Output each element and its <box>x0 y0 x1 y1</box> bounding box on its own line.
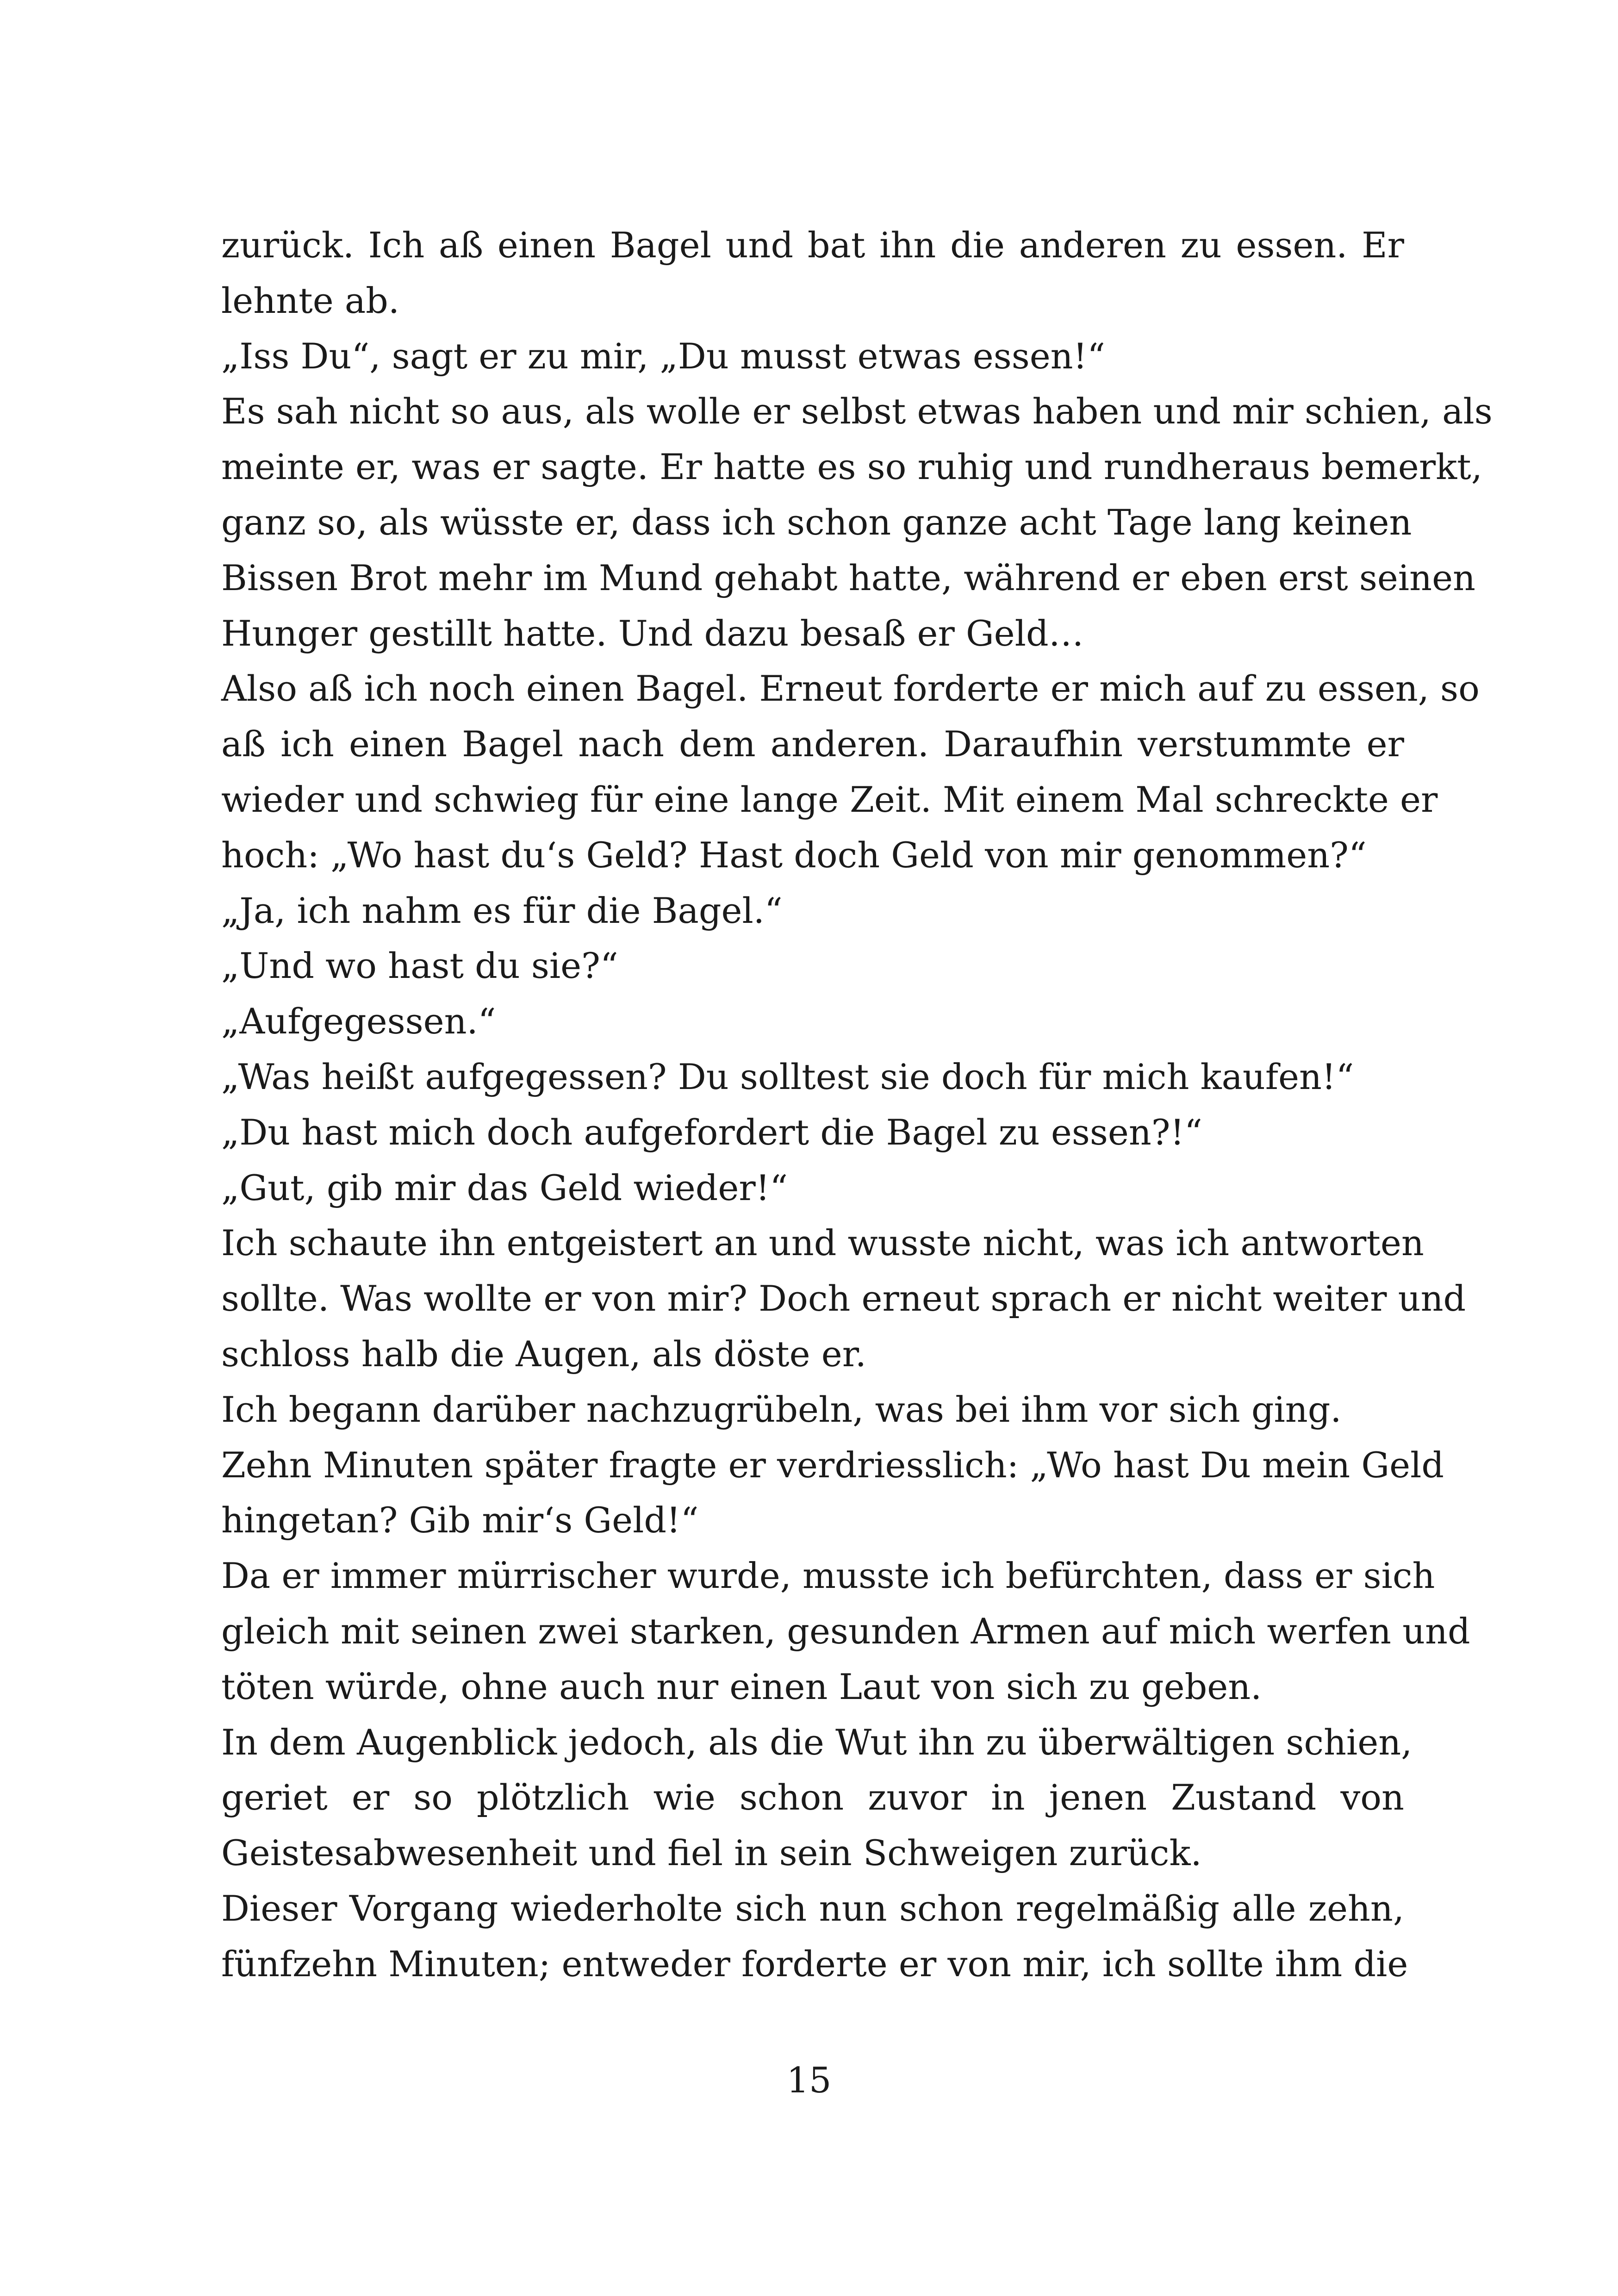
text-line: sollte. Was wollte er von mir? Doch erneut sprach er nicht weiter und <box>221 1278 1466 1319</box>
text-line: „Und wo hast du sie?“ <box>221 945 618 987</box>
text-line: „Was heißt aufgegessen? Du solltest sie doch für mich kaufen!“ <box>221 1056 1354 1097</box>
text-line: fünfzehn Minuten; entweder forderte er von mir, ich sollte ihm die <box>221 1943 1408 1985</box>
text-line: „Iss Du“, sagt er zu mir, „Du musst etwas essen!“ <box>221 335 1106 377</box>
text-line: „Gut, gib mir das Geld wieder!“ <box>221 1167 788 1208</box>
text-line: schloss halb die Augen, als döste er. <box>221 1333 866 1375</box>
page-number: 15 <box>786 2060 832 2101</box>
text-line: wieder und schwieg für eine lange Zeit. Mit einem Mal schreckte er <box>221 778 1438 820</box>
text-line: Zehn Minuten später fragte er verdriesslich: „Wo hast Du mein Geld <box>221 1444 1444 1486</box>
text-line: Da er immer mürrischer wurde, musste ich befürchten, dass er sich <box>221 1555 1435 1597</box>
text-line: geriet er so plötzlich wie schon zuvor in jenen Zustand von <box>221 1777 1404 1818</box>
text-line: Hunger gestillt hatte. Und dazu besaß er Geld… <box>221 612 1084 654</box>
text-line: meinte er, was er sagte. Er hatte es so ruhig und rundheraus bemerkt, <box>221 446 1482 488</box>
text-line: zurück. Ich aß einen Bagel und bat ihn die anderen zu essen. Er <box>221 224 1404 266</box>
text-line: lehnte ab. <box>221 280 399 321</box>
body-text <box>221 218 1493 1992</box>
text-line: Ich schaute ihn entgeistert an und wusste nicht, was ich antworten <box>221 1222 1424 1264</box>
text-line: Geistesabwesenheit und fiel in sein Schweigen zurück. <box>221 1832 1202 1874</box>
text-line: Es sah nicht so aus, als wolle er selbst etwas haben und mir schien, als <box>221 391 1493 432</box>
text-line: Also aß ich noch einen Bagel. Erneut forderte er mich auf zu essen, so <box>221 668 1480 709</box>
text-line: ganz so, als wüsste er, dass ich schon ganze acht Tage lang keinen <box>221 501 1412 543</box>
text-line: In dem Augenblick jedoch, als die Wut ihn zu überwältigen schien, <box>221 1721 1413 1763</box>
text-line: „Du hast mich doch aufgefordert die Bagel zu essen?!“ <box>221 1111 1202 1153</box>
text-line: gleich mit seinen zwei starken, gesunden Armen auf mich werfen und <box>221 1610 1470 1652</box>
text-line: hoch: „Wo hast du‘s Geld? Hast doch Geld von mir genommen?“ <box>221 834 1367 876</box>
text-line: aß ich einen Bagel nach dem anderen. Daraufhin verstummte er <box>221 723 1404 765</box>
text-line: „Aufgegessen.“ <box>221 1001 496 1042</box>
text-line: töten würde, ohne auch nur einen Laut von sich zu geben. <box>221 1666 1262 1707</box>
text-line: Ich begann darüber nachzugrübeln, was bei ihm vor sich ging. <box>221 1388 1342 1430</box>
text-line: hingetan? Gib mir‘s Geld!“ <box>221 1500 699 1541</box>
text-line: Dieser Vorgang wiederholte sich nun schon regelmäßig alle zehn, <box>221 1887 1404 1929</box>
text-line: „Ja, ich nahm es für die Bagel.“ <box>221 890 783 931</box>
text-line: Bissen Brot mehr im Mund gehabt hatte, während er eben erst seinen <box>221 557 1475 598</box>
